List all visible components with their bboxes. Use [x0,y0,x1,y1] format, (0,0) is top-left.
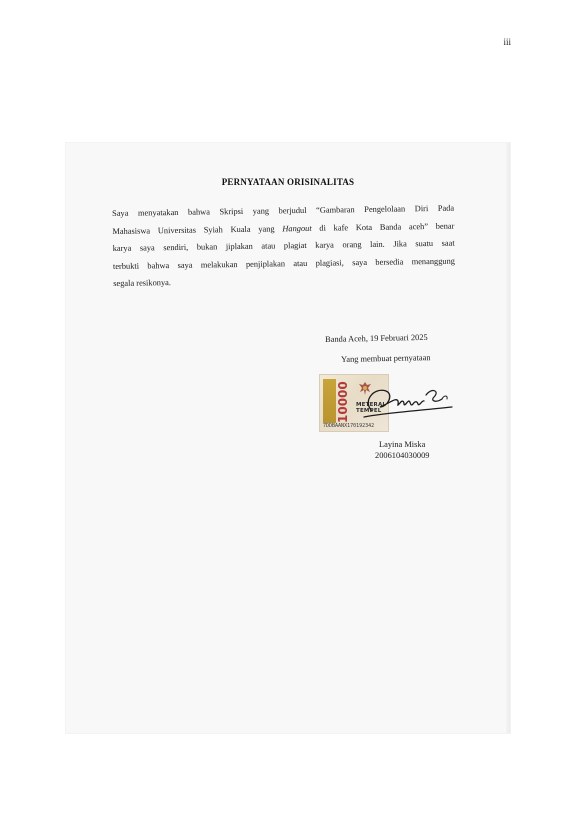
signer-name: Layina Miska [379,440,426,449]
scanned-statement-sheet [66,143,510,733]
statement-line: karya saya sendiri, bukan jiplakan atau plagiat karya orang lain. Jika suatu saat [112,238,455,253]
place-date: Banda Aceh, 19 Februari 2025 [325,332,428,344]
statement-line: segala resikonya. [113,278,171,288]
italic-term: Hangout [282,223,312,233]
scan-edge-shadow [506,143,510,733]
maker-label: Yang membuat pernyataan [341,353,431,364]
document-title: PERNYATAAN ORISINALITAS [221,177,355,187]
stamp-label: METERAI TEMPEL [356,402,385,414]
signature-icon [344,377,456,429]
statement-line: Saya menyatakan bahwa Skripsi yang berjudul “Gambaran Pengelolaan Diri Pada [112,203,455,218]
statement-paragraph [112,200,455,293]
stamp-value: 10000 [336,381,350,423]
statement-line: Mahasiswa Universitas Syiah Kuala yang Hangout di kafe Kota Banda aceh” benar [112,221,455,236]
statement-line: terbukti bahwa saya melakukan penjiplakan atau plagiasi, saya bersedia menanggung [112,256,455,271]
signer-id: 2006104030009 [375,451,430,460]
stamp-serial: 7DDBAANX170192342 [323,423,375,429]
page-number: iii [503,37,511,47]
